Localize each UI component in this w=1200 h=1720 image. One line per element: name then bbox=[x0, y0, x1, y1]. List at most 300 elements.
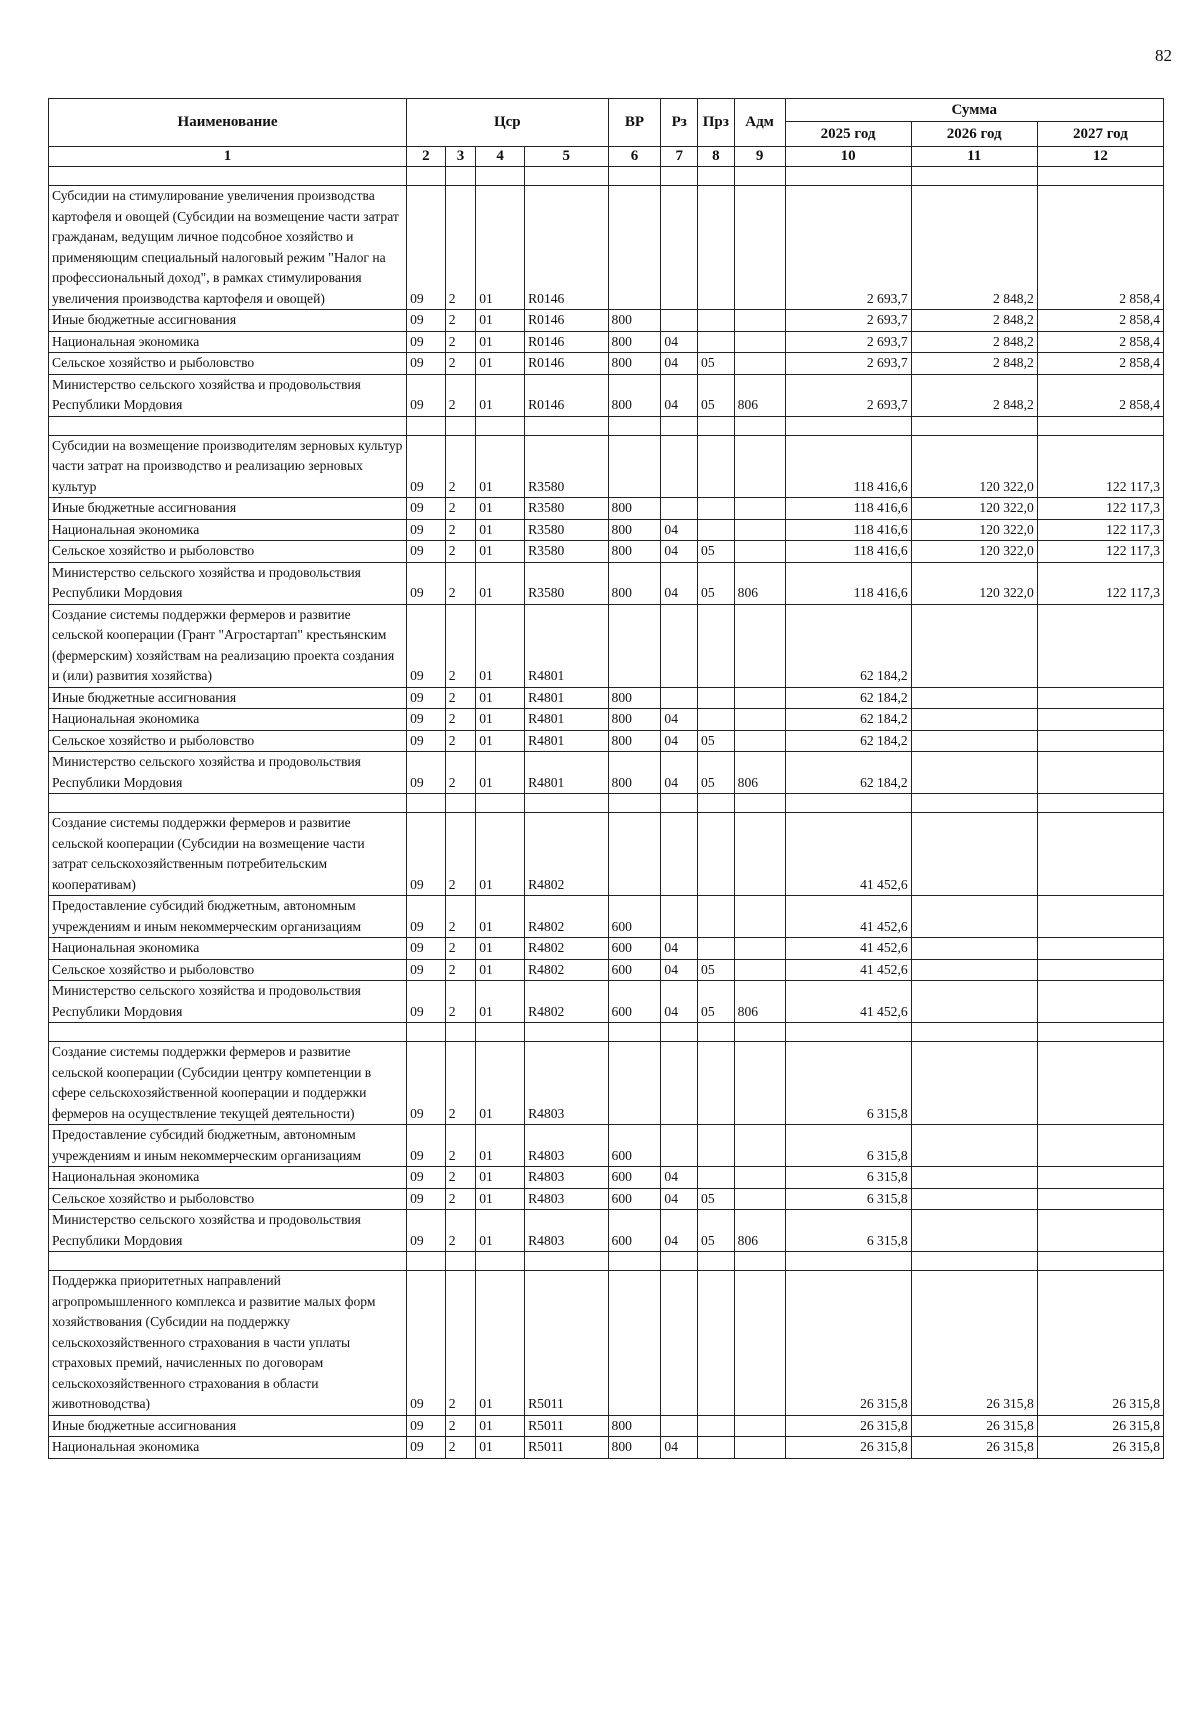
row-name: Иные бюджетные ассигнования bbox=[49, 498, 407, 520]
table-row bbox=[49, 435, 1164, 498]
amount-2025: 118 416,6 bbox=[785, 541, 911, 563]
csr-item: 01 bbox=[476, 959, 525, 981]
empty-cell bbox=[445, 167, 476, 186]
spacer-row bbox=[49, 1252, 1164, 1271]
empty-cell bbox=[734, 416, 785, 435]
csr-program: 09 bbox=[407, 562, 446, 604]
vr-code bbox=[608, 1042, 661, 1125]
amount-2027: 2 858,4 bbox=[1037, 310, 1163, 332]
empty-cell bbox=[785, 416, 911, 435]
adm-code: 806 bbox=[734, 1210, 785, 1252]
amount-2026 bbox=[911, 1210, 1037, 1252]
vr-code: 800 bbox=[608, 331, 661, 353]
empty-cell bbox=[476, 416, 525, 435]
csr-code: R4801 bbox=[525, 752, 608, 794]
table-row bbox=[49, 519, 1164, 541]
empty-cell bbox=[661, 1023, 698, 1042]
amount-2027 bbox=[1037, 1167, 1163, 1189]
csr-item: 01 bbox=[476, 1125, 525, 1167]
column-number: 7 bbox=[661, 147, 698, 167]
csr-program: 09 bbox=[407, 938, 446, 960]
amount-2025: 62 184,2 bbox=[785, 709, 911, 731]
csr-item: 01 bbox=[476, 981, 525, 1023]
empty-cell bbox=[525, 1023, 608, 1042]
csr-item: 01 bbox=[476, 896, 525, 938]
vr-code: 600 bbox=[608, 981, 661, 1023]
prz-code bbox=[698, 1415, 735, 1437]
rz-code: 04 bbox=[661, 562, 698, 604]
prz-code bbox=[698, 498, 735, 520]
adm-code bbox=[734, 1437, 785, 1459]
vr-code: 800 bbox=[608, 541, 661, 563]
prz-code: 05 bbox=[698, 730, 735, 752]
vr-code: 800 bbox=[608, 709, 661, 731]
adm-code: 806 bbox=[734, 562, 785, 604]
row-name: Министерство сельского хозяйства и продовольствия Республики Мордовия bbox=[49, 981, 407, 1023]
adm-code: 806 bbox=[734, 752, 785, 794]
rz-code: 04 bbox=[661, 1210, 698, 1252]
csr-code: R0146 bbox=[525, 331, 608, 353]
empty-cell bbox=[661, 794, 698, 813]
vr-code: 600 bbox=[608, 896, 661, 938]
table-row bbox=[49, 813, 1164, 896]
adm-code bbox=[734, 519, 785, 541]
amount-2025: 2 693,7 bbox=[785, 353, 911, 375]
amount-2027 bbox=[1037, 1042, 1163, 1125]
vr-code: 800 bbox=[608, 1437, 661, 1459]
csr-program: 09 bbox=[407, 498, 446, 520]
csr-code: R4802 bbox=[525, 813, 608, 896]
adm-code bbox=[734, 541, 785, 563]
amount-2025: 2 693,7 bbox=[785, 374, 911, 416]
prz-code bbox=[698, 604, 735, 687]
column-number: 11 bbox=[911, 147, 1037, 167]
csr-item: 01 bbox=[476, 1271, 525, 1416]
csr-item: 01 bbox=[476, 1415, 525, 1437]
csr-subprogram: 2 bbox=[445, 1167, 476, 1189]
csr-code: R4801 bbox=[525, 687, 608, 709]
csr-subprogram: 2 bbox=[445, 604, 476, 687]
prz-code bbox=[698, 519, 735, 541]
empty-cell bbox=[445, 416, 476, 435]
empty-cell bbox=[734, 1252, 785, 1271]
empty-cell bbox=[698, 416, 735, 435]
csr-subprogram: 2 bbox=[445, 310, 476, 332]
amount-2027 bbox=[1037, 813, 1163, 896]
amount-2027 bbox=[1037, 604, 1163, 687]
prz-code bbox=[698, 186, 735, 310]
csr-subprogram: 2 bbox=[445, 374, 476, 416]
adm-code bbox=[734, 1042, 785, 1125]
table-row bbox=[49, 1125, 1164, 1167]
csr-subprogram: 2 bbox=[445, 813, 476, 896]
row-name: Создание системы поддержки фермеров и развитие сельской кооперации (Субсидии на возмещение части затрат сельскохозяйственным потребительским кооперативам) bbox=[49, 813, 407, 896]
empty-cell bbox=[785, 167, 911, 186]
amount-2027 bbox=[1037, 938, 1163, 960]
empty-cell bbox=[407, 416, 446, 435]
table-row bbox=[49, 1042, 1164, 1125]
header-year-2026: 2026 год bbox=[911, 122, 1037, 147]
table-row bbox=[49, 938, 1164, 960]
table-row bbox=[49, 1210, 1164, 1252]
header-name: Наименование bbox=[49, 99, 407, 147]
amount-2027: 122 117,3 bbox=[1037, 435, 1163, 498]
column-number: 2 bbox=[407, 147, 446, 167]
amount-2025: 62 184,2 bbox=[785, 752, 911, 794]
empty-cell bbox=[49, 794, 407, 813]
amount-2025: 41 452,6 bbox=[785, 938, 911, 960]
amount-2025: 6 315,8 bbox=[785, 1167, 911, 1189]
amount-2027: 122 117,3 bbox=[1037, 519, 1163, 541]
csr-item: 01 bbox=[476, 562, 525, 604]
row-name: Национальная экономика bbox=[49, 1167, 407, 1189]
prz-code bbox=[698, 687, 735, 709]
empty-cell bbox=[698, 1252, 735, 1271]
table-row bbox=[49, 687, 1164, 709]
spacer-row bbox=[49, 794, 1164, 813]
csr-subprogram: 2 bbox=[445, 519, 476, 541]
adm-code bbox=[734, 353, 785, 375]
empty-cell bbox=[1037, 794, 1163, 813]
table-row bbox=[49, 331, 1164, 353]
empty-cell bbox=[407, 794, 446, 813]
csr-program: 09 bbox=[407, 519, 446, 541]
vr-code: 800 bbox=[608, 752, 661, 794]
row-name: Национальная экономика bbox=[49, 709, 407, 731]
amount-2026 bbox=[911, 1042, 1037, 1125]
table-row bbox=[49, 310, 1164, 332]
empty-cell bbox=[734, 794, 785, 813]
table-row bbox=[49, 981, 1164, 1023]
empty-cell bbox=[661, 1252, 698, 1271]
empty-cell bbox=[734, 167, 785, 186]
rz-code bbox=[661, 687, 698, 709]
csr-program: 09 bbox=[407, 981, 446, 1023]
amount-2025: 118 416,6 bbox=[785, 498, 911, 520]
table-row bbox=[49, 186, 1164, 310]
prz-code: 05 bbox=[698, 374, 735, 416]
adm-code: 806 bbox=[734, 374, 785, 416]
vr-code: 600 bbox=[608, 1125, 661, 1167]
vr-code bbox=[608, 435, 661, 498]
empty-cell bbox=[407, 167, 446, 186]
rz-code bbox=[661, 498, 698, 520]
column-number: 8 bbox=[698, 147, 735, 167]
csr-item: 01 bbox=[476, 604, 525, 687]
row-name: Предоставление субсидий бюджетным, автономным учреждениям и иным некоммерческим организациям bbox=[49, 1125, 407, 1167]
row-name: Министерство сельского хозяйства и продовольствия Республики Мордовия bbox=[49, 374, 407, 416]
row-name: Создание системы поддержки фермеров и развитие сельской кооперации (Грант "Агростартап" крестьянским (фермерским) хозяйствам на реализацию проекта создания и (или) развития хозяйства) bbox=[49, 604, 407, 687]
vr-code: 800 bbox=[608, 519, 661, 541]
table-row bbox=[49, 1167, 1164, 1189]
rz-code: 04 bbox=[661, 353, 698, 375]
empty-cell bbox=[608, 1252, 661, 1271]
amount-2027 bbox=[1037, 959, 1163, 981]
table-row bbox=[49, 730, 1164, 752]
csr-item: 01 bbox=[476, 541, 525, 563]
adm-code bbox=[734, 1167, 785, 1189]
empty-cell bbox=[785, 1252, 911, 1271]
row-name: Сельское хозяйство и рыболовство bbox=[49, 1188, 407, 1210]
amount-2027 bbox=[1037, 687, 1163, 709]
csr-program: 09 bbox=[407, 1415, 446, 1437]
amount-2025: 41 452,6 bbox=[785, 896, 911, 938]
csr-item: 01 bbox=[476, 331, 525, 353]
csr-item: 01 bbox=[476, 186, 525, 310]
empty-cell bbox=[608, 416, 661, 435]
adm-code bbox=[734, 186, 785, 310]
adm-code: 806 bbox=[734, 981, 785, 1023]
column-number: 5 bbox=[525, 147, 608, 167]
amount-2026: 2 848,2 bbox=[911, 186, 1037, 310]
rz-code: 04 bbox=[661, 1188, 698, 1210]
empty-cell bbox=[525, 416, 608, 435]
column-number: 6 bbox=[608, 147, 661, 167]
amount-2027: 122 117,3 bbox=[1037, 562, 1163, 604]
amount-2026 bbox=[911, 604, 1037, 687]
adm-code bbox=[734, 1125, 785, 1167]
amount-2025: 62 184,2 bbox=[785, 730, 911, 752]
row-name: Сельское хозяйство и рыболовство bbox=[49, 353, 407, 375]
adm-code bbox=[734, 813, 785, 896]
csr-code: R3580 bbox=[525, 519, 608, 541]
csr-program: 09 bbox=[407, 896, 446, 938]
vr-code: 800 bbox=[608, 353, 661, 375]
empty-cell bbox=[661, 167, 698, 186]
prz-code: 05 bbox=[698, 1210, 735, 1252]
csr-item: 01 bbox=[476, 1167, 525, 1189]
amount-2025: 26 315,8 bbox=[785, 1415, 911, 1437]
row-name: Национальная экономика bbox=[49, 938, 407, 960]
prz-code: 05 bbox=[698, 541, 735, 563]
empty-cell bbox=[911, 1252, 1037, 1271]
empty-cell bbox=[49, 167, 407, 186]
amount-2027: 2 858,4 bbox=[1037, 374, 1163, 416]
amount-2027: 26 315,8 bbox=[1037, 1271, 1163, 1416]
amount-2026 bbox=[911, 959, 1037, 981]
amount-2027 bbox=[1037, 1188, 1163, 1210]
prz-code bbox=[698, 1271, 735, 1416]
empty-cell bbox=[911, 167, 1037, 186]
adm-code bbox=[734, 1415, 785, 1437]
prz-code bbox=[698, 331, 735, 353]
amount-2025: 26 315,8 bbox=[785, 1437, 911, 1459]
amount-2026: 120 322,0 bbox=[911, 541, 1037, 563]
vr-code: 600 bbox=[608, 938, 661, 960]
column-number: 12 bbox=[1037, 147, 1163, 167]
prz-code bbox=[698, 896, 735, 938]
csr-item: 01 bbox=[476, 374, 525, 416]
amount-2025: 41 452,6 bbox=[785, 959, 911, 981]
amount-2025: 6 315,8 bbox=[785, 1188, 911, 1210]
csr-code: R5011 bbox=[525, 1437, 608, 1459]
csr-subprogram: 2 bbox=[445, 331, 476, 353]
row-name: Субсидии на стимулирование увеличения производства картофеля и овощей (Субсидии на возмещение части затрат гражданам, ведущим личное подсобное хозяйство и применяющим специальный налоговый режим "Налог на профессиональный доход", в рамках стимулирования увеличения производства картофеля и овощей) bbox=[49, 186, 407, 310]
row-name: Иные бюджетные ассигнования bbox=[49, 1415, 407, 1437]
csr-subprogram: 2 bbox=[445, 730, 476, 752]
vr-code: 800 bbox=[608, 562, 661, 604]
empty-cell bbox=[608, 794, 661, 813]
empty-cell bbox=[525, 794, 608, 813]
prz-code bbox=[698, 1167, 735, 1189]
vr-code bbox=[608, 186, 661, 310]
csr-code: R3580 bbox=[525, 498, 608, 520]
empty-cell bbox=[476, 794, 525, 813]
rz-code: 04 bbox=[661, 981, 698, 1023]
prz-code: 05 bbox=[698, 981, 735, 1023]
csr-code: R4803 bbox=[525, 1210, 608, 1252]
prz-code: 05 bbox=[698, 959, 735, 981]
table-row bbox=[49, 959, 1164, 981]
csr-subprogram: 2 bbox=[445, 938, 476, 960]
vr-code: 600 bbox=[608, 1210, 661, 1252]
csr-program: 09 bbox=[407, 1437, 446, 1459]
empty-cell bbox=[525, 1252, 608, 1271]
prz-code bbox=[698, 938, 735, 960]
table-row bbox=[49, 541, 1164, 563]
table-row bbox=[49, 604, 1164, 687]
csr-subprogram: 2 bbox=[445, 752, 476, 794]
row-name: Министерство сельского хозяйства и продовольствия Республики Мордовия bbox=[49, 752, 407, 794]
empty-cell bbox=[49, 1023, 407, 1042]
header-vr: ВР bbox=[608, 99, 661, 147]
row-name: Создание системы поддержки фермеров и развитие сельской кооперации (Субсидии центру компетенции в сфере сельскохозяйственной кооперации и поддержки фермеров на осуществление текущей деятельности) bbox=[49, 1042, 407, 1125]
csr-subprogram: 2 bbox=[445, 186, 476, 310]
csr-code: R4801 bbox=[525, 709, 608, 731]
empty-cell bbox=[1037, 167, 1163, 186]
prz-code bbox=[698, 709, 735, 731]
row-name: Сельское хозяйство и рыболовство bbox=[49, 541, 407, 563]
rz-code bbox=[661, 435, 698, 498]
csr-subprogram: 2 bbox=[445, 1125, 476, 1167]
amount-2026: 120 322,0 bbox=[911, 435, 1037, 498]
vr-code: 800 bbox=[608, 730, 661, 752]
amount-2025: 2 693,7 bbox=[785, 310, 911, 332]
empty-cell bbox=[445, 794, 476, 813]
rz-code bbox=[661, 186, 698, 310]
amount-2026 bbox=[911, 709, 1037, 731]
vr-code: 800 bbox=[608, 310, 661, 332]
empty-cell bbox=[49, 1252, 407, 1271]
csr-item: 01 bbox=[476, 353, 525, 375]
csr-code: R4802 bbox=[525, 938, 608, 960]
adm-code bbox=[734, 310, 785, 332]
rz-code bbox=[661, 813, 698, 896]
column-number: 4 bbox=[476, 147, 525, 167]
csr-code: R4802 bbox=[525, 896, 608, 938]
table-row bbox=[49, 709, 1164, 731]
prz-code bbox=[698, 1125, 735, 1167]
csr-subprogram: 2 bbox=[445, 687, 476, 709]
csr-program: 09 bbox=[407, 435, 446, 498]
csr-subprogram: 2 bbox=[445, 435, 476, 498]
csr-subprogram: 2 bbox=[445, 959, 476, 981]
row-name: Предоставление субсидий бюджетным, автономным учреждениям и иным некоммерческим организациям bbox=[49, 896, 407, 938]
rz-code: 04 bbox=[661, 331, 698, 353]
amount-2025: 2 693,7 bbox=[785, 331, 911, 353]
csr-subprogram: 2 bbox=[445, 1210, 476, 1252]
rz-code bbox=[661, 1125, 698, 1167]
csr-program: 09 bbox=[407, 687, 446, 709]
amount-2025: 118 416,6 bbox=[785, 562, 911, 604]
amount-2025: 2 693,7 bbox=[785, 186, 911, 310]
empty-cell bbox=[445, 1252, 476, 1271]
vr-code: 800 bbox=[608, 1415, 661, 1437]
empty-cell bbox=[1037, 1023, 1163, 1042]
empty-cell bbox=[661, 416, 698, 435]
prz-code bbox=[698, 435, 735, 498]
vr-code: 600 bbox=[608, 1167, 661, 1189]
csr-code: R0146 bbox=[525, 186, 608, 310]
rz-code: 04 bbox=[661, 709, 698, 731]
csr-subprogram: 2 bbox=[445, 1415, 476, 1437]
csr-subprogram: 2 bbox=[445, 981, 476, 1023]
header-csr: Цср bbox=[407, 99, 608, 147]
empty-cell bbox=[698, 1023, 735, 1042]
csr-code: R0146 bbox=[525, 353, 608, 375]
csr-code: R4801 bbox=[525, 730, 608, 752]
row-name: Национальная экономика bbox=[49, 1437, 407, 1459]
amount-2027: 2 858,4 bbox=[1037, 186, 1163, 310]
table-row bbox=[49, 752, 1164, 794]
row-name: Поддержка приоритетных направлений агропромышленного комплекса и развитие малых форм хозяйствования (Субсидии на поддержку сельскохозяйственного страхования в части уплаты страховых премий, начисленных по договорам сельскохозяйственного страхования в области животноводства) bbox=[49, 1271, 407, 1416]
adm-code bbox=[734, 1271, 785, 1416]
prz-code: 05 bbox=[698, 752, 735, 794]
vr-code bbox=[608, 1271, 661, 1416]
vr-code bbox=[608, 604, 661, 687]
amount-2026: 120 322,0 bbox=[911, 498, 1037, 520]
amount-2026: 2 848,2 bbox=[911, 374, 1037, 416]
amount-2027 bbox=[1037, 1125, 1163, 1167]
row-name: Сельское хозяйство и рыболовство bbox=[49, 959, 407, 981]
table-row bbox=[49, 562, 1164, 604]
vr-code bbox=[608, 813, 661, 896]
csr-program: 09 bbox=[407, 1125, 446, 1167]
csr-program: 09 bbox=[407, 1210, 446, 1252]
csr-subprogram: 2 bbox=[445, 1271, 476, 1416]
amount-2026: 2 848,2 bbox=[911, 331, 1037, 353]
rz-code: 04 bbox=[661, 730, 698, 752]
table-row bbox=[49, 353, 1164, 375]
empty-cell bbox=[734, 1023, 785, 1042]
amount-2027 bbox=[1037, 730, 1163, 752]
rz-code: 04 bbox=[661, 938, 698, 960]
column-numbers-row bbox=[49, 147, 1164, 167]
amount-2027 bbox=[1037, 752, 1163, 794]
vr-code: 600 bbox=[608, 959, 661, 981]
csr-code: R4801 bbox=[525, 604, 608, 687]
row-name: Иные бюджетные ассигнования bbox=[49, 687, 407, 709]
prz-code: 05 bbox=[698, 1188, 735, 1210]
empty-cell bbox=[1037, 1252, 1163, 1271]
amount-2025: 6 315,8 bbox=[785, 1042, 911, 1125]
csr-item: 01 bbox=[476, 709, 525, 731]
row-name: Министерство сельского хозяйства и продовольствия Республики Мордовия bbox=[49, 1210, 407, 1252]
csr-program: 09 bbox=[407, 959, 446, 981]
csr-item: 01 bbox=[476, 498, 525, 520]
amount-2025: 62 184,2 bbox=[785, 687, 911, 709]
csr-program: 09 bbox=[407, 186, 446, 310]
csr-subprogram: 2 bbox=[445, 1042, 476, 1125]
csr-program: 09 bbox=[407, 374, 446, 416]
amount-2025: 41 452,6 bbox=[785, 813, 911, 896]
table-row bbox=[49, 1271, 1164, 1416]
amount-2026: 26 315,8 bbox=[911, 1271, 1037, 1416]
csr-code: R0146 bbox=[525, 310, 608, 332]
csr-item: 01 bbox=[476, 1210, 525, 1252]
amount-2026 bbox=[911, 1188, 1037, 1210]
empty-cell bbox=[785, 794, 911, 813]
